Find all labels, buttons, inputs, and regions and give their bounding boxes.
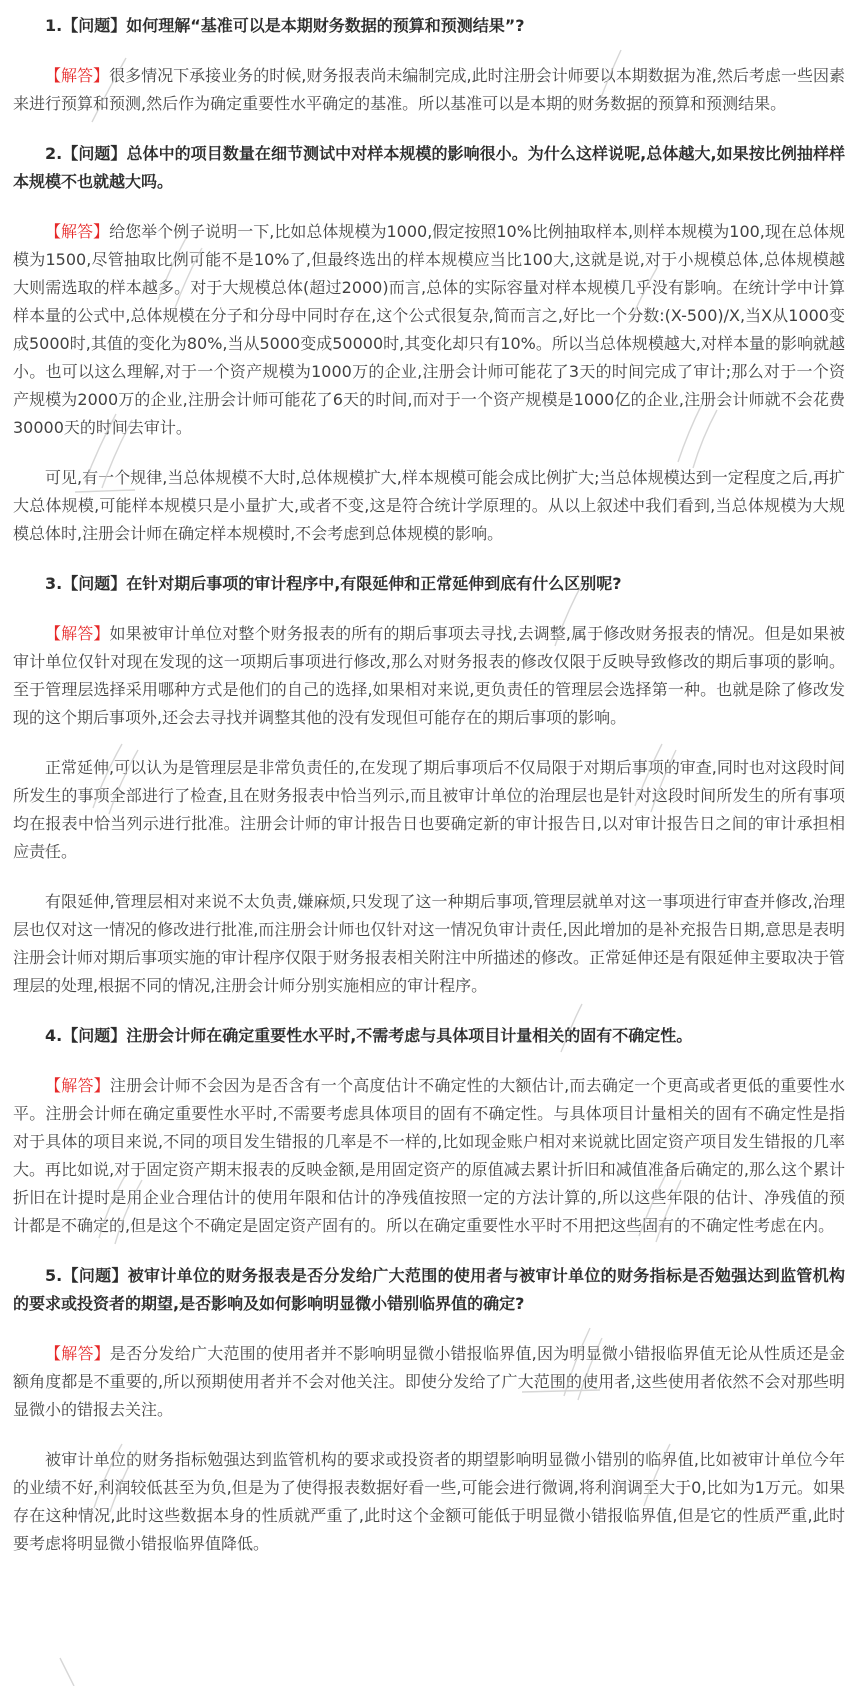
qa-item-1 — [13, 12, 845, 118]
qa-item-2 — [13, 140, 845, 548]
answer-label: 【解答】 — [45, 222, 110, 241]
question-title — [13, 1262, 845, 1318]
answer-text: 注册会计师不会因为是否含有一个高度估计不确定性的大额估计,而去确定一个更高或者更低的重要性水平。注册会计师在确定重要性水平时,不需要考虑具体项目的固有不确定性。与具体项目计量相关的固有不确定性是指对于具体的项目来说,不同的项目发生错报的几率是不一样的,比如现金账户相对来说就比固定资产项目发生错报的几率大。再比如说,对于固定资产期末报表的反映金额,是用固定资产的原值减去累计折旧和减值准备后确定的,那么这个累计折旧在计提时是用企业合理估计的使用年限和估计的净残值按照一定的方法计算的,所以这些年限的估计、净残值的预计都是不确定的,但是这个不确定是固定资产固有的。所以在确定重要性水平时不用把这些固有的不确定性考虑在内。 — [13, 1076, 845, 1235]
answer-text: 有限延伸,管理层相对来说不太负责,嫌麻烦,只发现了这一种期后事项,管理层就单对这一事项进行审查并修改,治理层也仅对这一情况的修改进行批准,而注册会计师也仅针对这一情况负审计责任,因此增加的是补充报告日期,意思是表明注册会计师对期后事项实施的审计程序仅限于财务报表相关附注中所描述的修改。正常延伸还是有限延伸主要取决于管理层的处理,根据不同的情况,注册会计师分别实施相应的审计程序。 — [13, 892, 846, 995]
answer-paragraph — [13, 888, 845, 1000]
question-text: 1.【问题】如何理解“基准可以是本期财务数据的预算和预测结果”? — [45, 16, 525, 35]
answer-text: 给您举个例子说明一下,比如总体规模为1000,假定按照10%比例抽取样本,则样本规模为100,现在总体规模为1500,尽管抽取比例可能不是10%了,但最终选出的样本规模应当比100大,这就是说,对于小规模总体,总体规模越大则需选取的样本越多。对于大规模总体(超过2000)而言,总体的实际容量对样本规模几乎没有影响。在统计学中计算样本量的公式中,总体规模在分子和分母中同时存在,这个公式很复杂,简而言之,好比一个分数:(X-500)/X,当X从1000变成5000时,其值的变化为80%,当从5000变成50000时,其变化却只有10%。所以当总体规模越大,对样本量的影响就越小。也可以这么理解,对于一个资产规模为1000万的企业,注册会计师可能花了3天的时间完成了审计;那么对于一个资产规模为2000万的企业,注册会计师可能花了6天的时间,而对于一个资产规模是1000亿的企业,注册会计师就不会花费30000天的时间去审计。 — [13, 222, 845, 437]
answer-label: 【解答】 — [45, 66, 110, 85]
question-text: 5.【问题】被审计单位的财务报表是否分发给广大范围的使用者与被审计单位的财务指标是否勉强达到监管机构的要求或投资者的期望,是否影响及如何影响明显微小错别临界值的确定? — [13, 1266, 845, 1313]
question-title — [13, 12, 845, 40]
answer-label: 【解答】 — [45, 1344, 110, 1363]
qa-item-4 — [13, 1022, 845, 1240]
question-title — [13, 140, 845, 196]
answer-paragraph — [13, 218, 845, 442]
answer-text: 如果被审计单位对整个财务报表的所有的期后事项去寻找,去调整,属于修改财务报表的情况。但是如果被审计单位仅针对现在发现的这一项期后事项进行修改,那么对财务报表的修改仅限于反映导致修改的期后事项的影响。至于管理层选择采用哪种方式是他们的自己的选择,如果相对来说,更负责任的管理层会选择第一种。也就是除了修改发现的这个期后事项外,还会去寻找并调整其他的没有发现但可能存在的期后事项的影响。 — [13, 624, 845, 727]
qa-item-3 — [13, 570, 845, 1000]
qa-item-5 — [13, 1262, 845, 1558]
answer-text: 正常延伸,可以认为是管理层是非常负责任的,在发现了期后事项后不仅局限于对期后事项的审查,同时也对这段时间所发生的事项全部进行了检查,且在财务报表中恰当列示,而且被审计单位的治理层也是针对这段时间所发生的所有事项均在报表中恰当列示进行批准。注册会计师的审计报告日也要确定新的审计报告日,以对审计报告日之间的审计承担相应责任。 — [13, 758, 845, 861]
answer-paragraph — [13, 464, 845, 548]
answer-paragraph — [13, 62, 845, 118]
answer-paragraph — [13, 754, 845, 866]
question-text: 3.【问题】在针对期后事项的审计程序中,有限延伸和正常延伸到底有什么区别呢? — [45, 574, 622, 593]
answer-paragraph — [13, 1446, 845, 1558]
answer-text: 可见,有一个规律,当总体规模不大时,总体规模扩大,样本规模可能会成比例扩大;当总体规模达到一定程度之后,再扩大总体规模,可能样本规模只是小量扩大,或者不变,这是符合统计学原理的。从以上叙述中我们看到,当总体规模为大规模总体时,注册会计师在确定样本规模时,不会考虑到总体规模的影响。 — [13, 468, 845, 543]
question-title — [13, 1022, 845, 1050]
question-text: 4.【问题】注册会计师在确定重要性水平时,不需考虑与具体项目计量相关的固有不确定性。 — [45, 1026, 693, 1045]
answer-text: 很多情况下承接业务的时候,财务报表尚未编制完成,此时注册会计师要以本期数据为准,然后考虑一些因素来进行预算和预测,然后作为确定重要性水平确定的基准。所以基准可以是本期的财务数据的预算和预测结果。 — [13, 66, 845, 113]
question-title — [13, 570, 845, 598]
answer-paragraph — [13, 1340, 845, 1424]
answer-paragraph — [13, 620, 845, 732]
question-text: 2.【问题】总体中的项目数量在细节测试中对样本规模的影响很小。为什么这样说呢,总体越大,如果按比例抽样样本规模不也就越大吗。 — [13, 144, 845, 191]
answer-label: 【解答】 — [45, 624, 110, 643]
answer-label: 【解答】 — [45, 1076, 110, 1095]
answer-text: 被审计单位的财务指标勉强达到监管机构的要求或投资者的期望影响明显微小错别的临界值,比如被审计单位今年的业绩不好,利润较低甚至为负,但是为了使得报表数据好看一些,可能会进行微调,将利润调至大于0,比如为1万元。如果存在这种情况,此时这些数据本身的性质就严重了,此时这个金额可能低于明显微小错报临界值,但是它的性质严重,此时要考虑将明显微小错报临界值降低。 — [13, 1450, 845, 1553]
answer-text: 是否分发给广大范围的使用者并不影响明显微小错报临界值,因为明显微小错报临界值无论从性质还是金额角度都是不重要的,所以预期使用者并不会对他关注。即使分发给了广大范围的使用者,这些使用者依然不会对那些明显微小的错报去关注。 — [13, 1344, 845, 1419]
answer-paragraph — [13, 1072, 845, 1240]
